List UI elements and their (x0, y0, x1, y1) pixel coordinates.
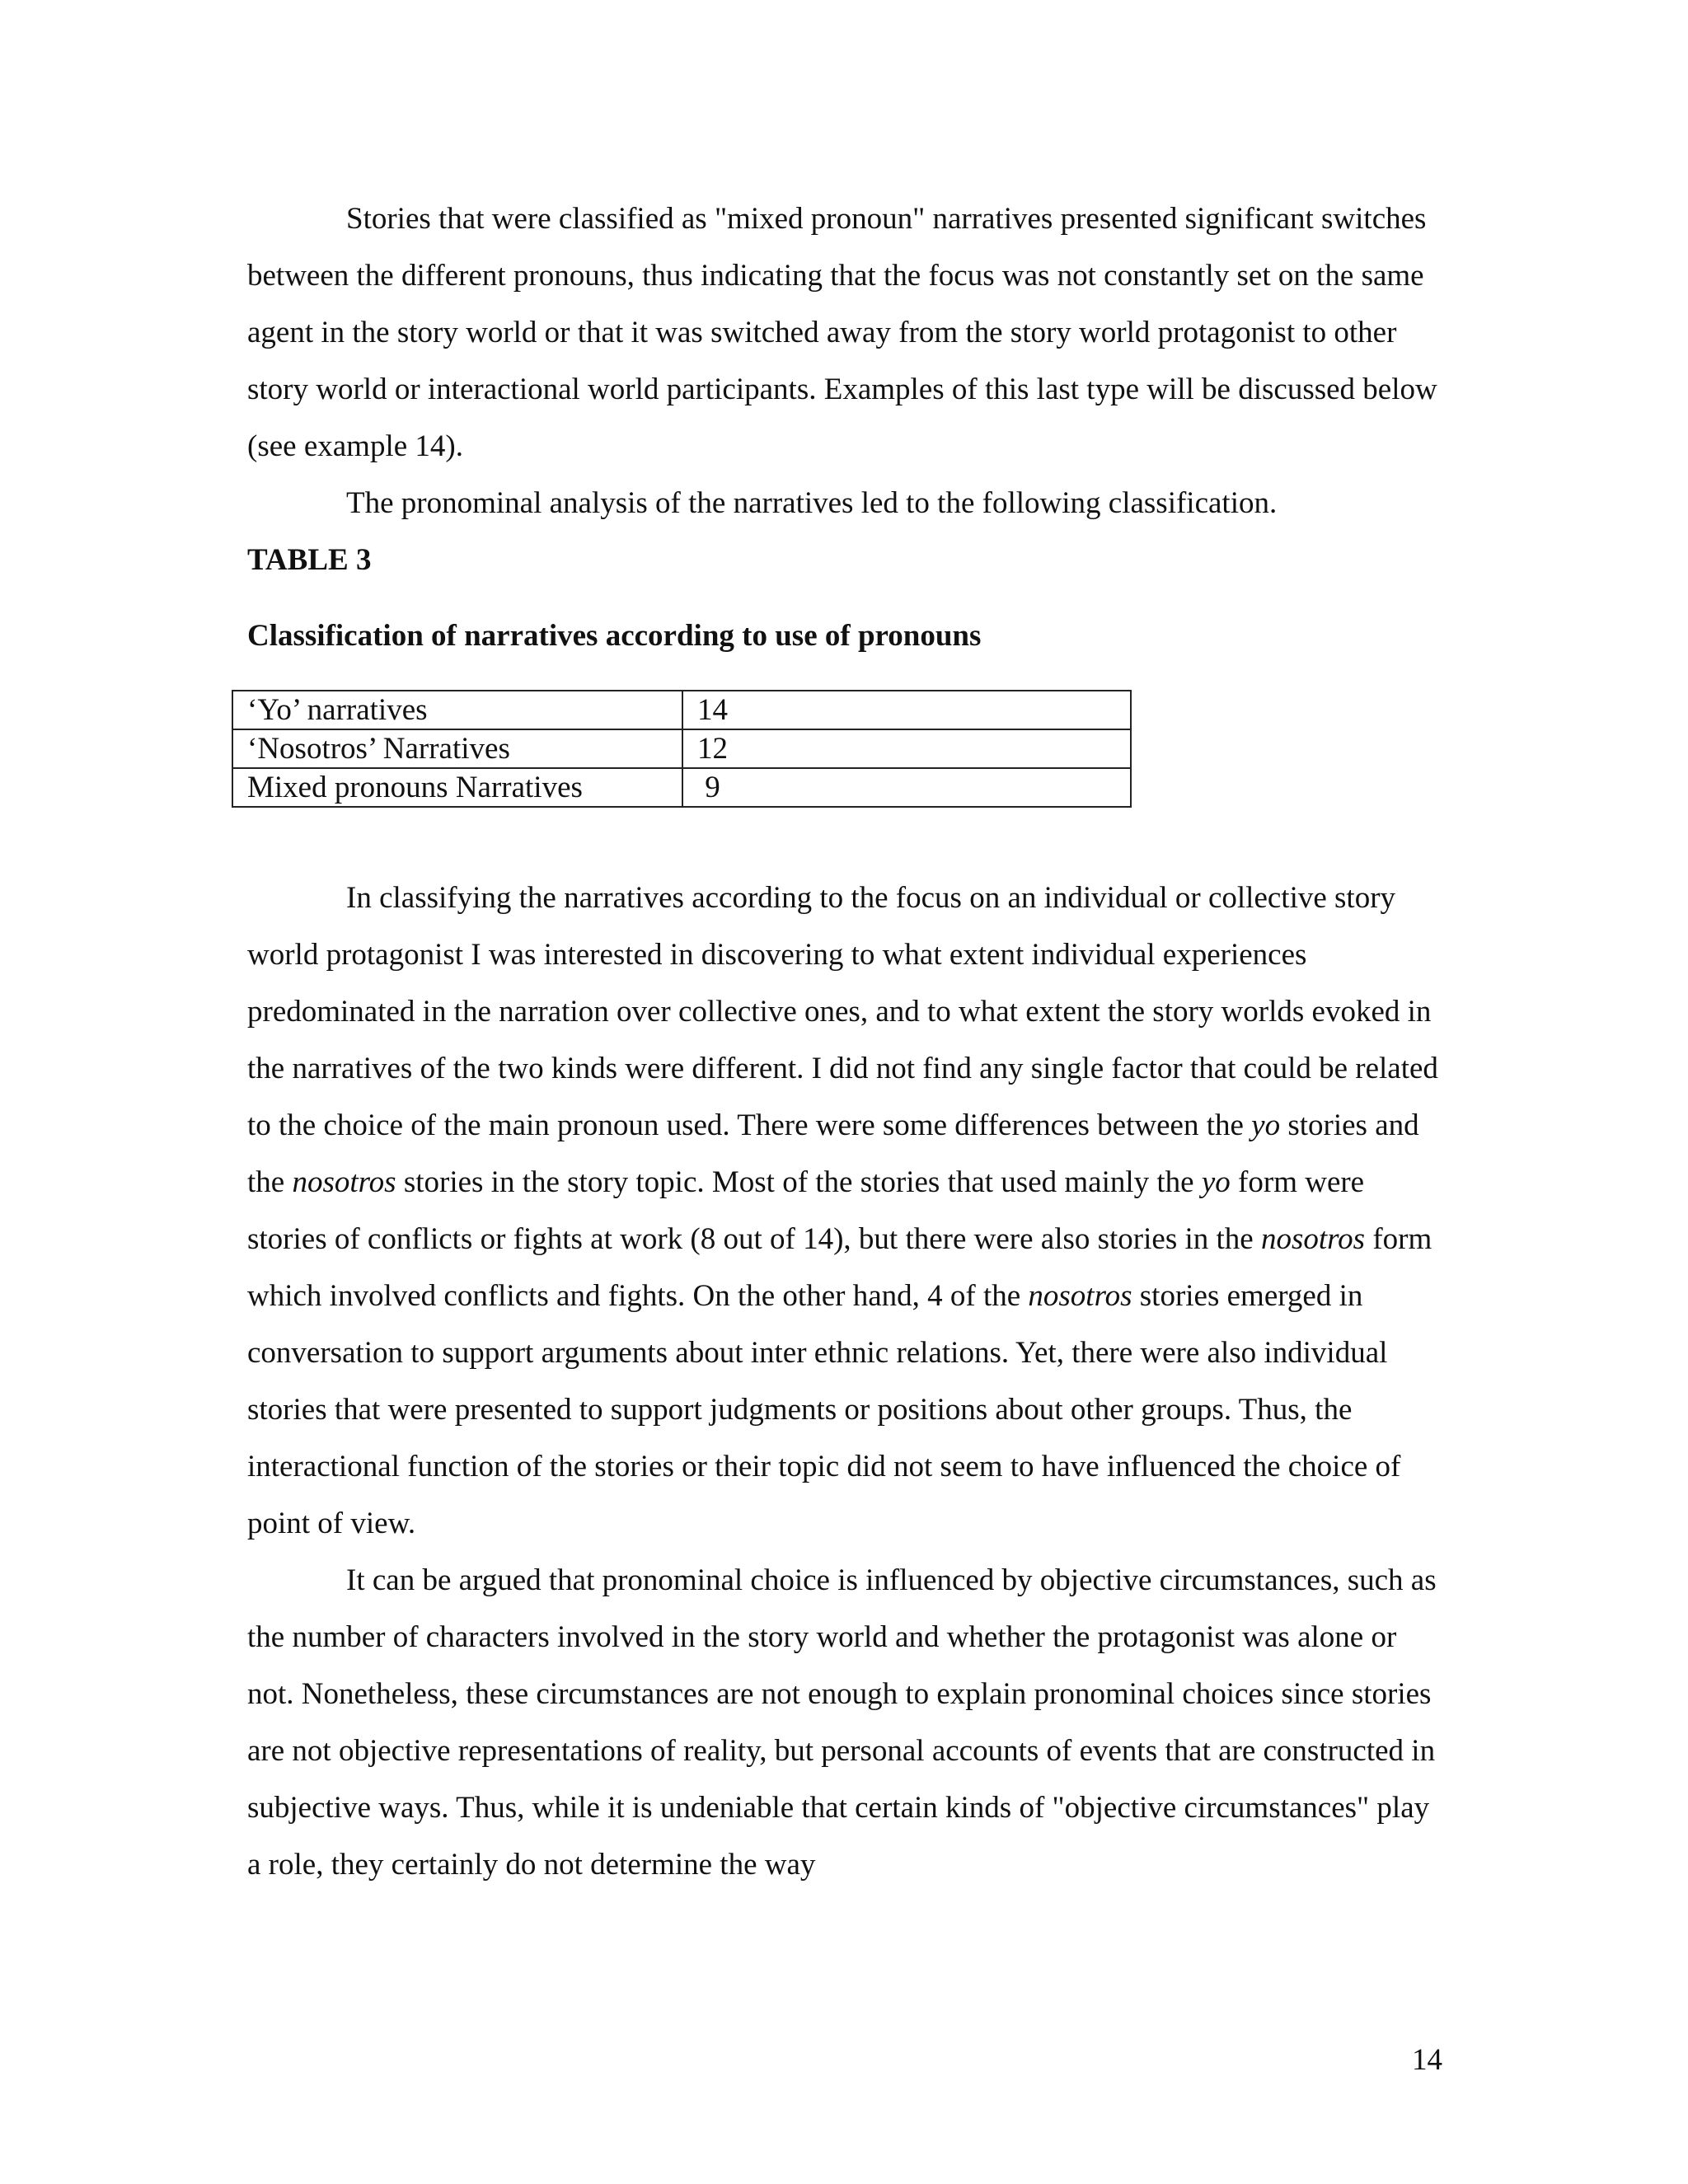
table-row (232, 768, 1131, 807)
paragraph-mixed-pronoun: Stories that were classified as "mixed pronoun" narratives presented significant switches between the different pronouns, thus indicating that the focus was not constantly set on the same agent in the story world or that it was switched away from the story world protagonist to other story world or interactional world participants. Examples of this last type will be discussed below (see example 14). (247, 202, 1437, 463)
italic-term: nosotros (1028, 1279, 1132, 1313)
table-caption: Classification of narratives according to use of pronouns (247, 619, 982, 653)
text-run: form which involved conflicts and fights. On the other hand, 4 of the (247, 1222, 1432, 1313)
table-cell-value: 14 (682, 691, 1131, 729)
italic-term: nosotros (292, 1165, 396, 1199)
text-run: form were stories of conflicts or fights at work (8 out of 14), but there were also stories in the (247, 1165, 1365, 1256)
text-run: In classifying the narratives according to the focus on an individual or collective story world protagonist I was interested in discovering to what extent individual experiences predominated in the narration over collective ones, and to what extent the story worlds evoked in the narratives of the two kinds were different. I did not find any single factor that could be related to the choice of the main pronoun used. There were some differences between the (247, 881, 1438, 1142)
italic-term: nosotros (1260, 1222, 1366, 1256)
table-cell-value: 9 (682, 768, 1131, 807)
table-cell-label: ‘Yo’ narratives (232, 691, 682, 729)
table-cell-label: ‘Nosotros’ Narratives (232, 729, 682, 768)
table-cell-label: Mixed pronouns Narratives (232, 768, 682, 807)
table-row (232, 729, 1131, 768)
table-cell-value: 12 (682, 729, 1131, 768)
intro-text (247, 190, 1442, 532)
text-run: stories and the (247, 1108, 1419, 1199)
paragraph-classification-intro: The pronominal analysis of the narratives led to the following classification. (346, 486, 1278, 520)
paragraph-objective-circumstances: It can be argued that pronominal choice is influenced by objective circumstances, such as the number of characters involved in the story world and whether the protagonist was alone or not. Nonetheless, these circumstances are not enough to explain pronominal choices since stories are not objective representations of reality, but personal accounts of events that are constructed in subjective ways. Thus, while it is undeniable that certain kinds of "objective circumstances" play a role, they certainly do not determine the way (247, 1563, 1437, 1882)
page-number: 14 (1412, 2043, 1442, 2077)
table-number-label: TABLE 3 (247, 543, 372, 577)
italic-term: yo (1251, 1108, 1281, 1142)
italic-term: yo (1201, 1165, 1231, 1199)
table-row (232, 691, 1131, 729)
classification-table (232, 690, 1132, 808)
body-text (247, 869, 1442, 1893)
paragraph-classification-discussion (247, 869, 1442, 1552)
text-run: stories emerged in conversation to support arguments about inter ethnic relations. Yet, there were also individual stories that were presented to support judgments or positions about other groups. Thus, the interactional function of the stories or their topic did not seem to have influenced the choice of point of view. (247, 1279, 1401, 1540)
text-run: stories in the story topic. Most of the stories that used mainly the (396, 1165, 1202, 1199)
